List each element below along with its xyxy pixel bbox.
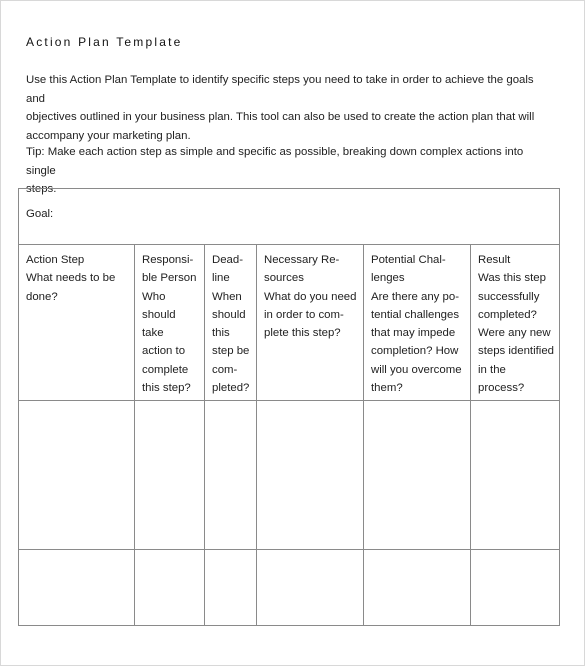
header-line: pleted? xyxy=(212,382,250,395)
header-line: this xyxy=(212,327,230,340)
table-cell[interactable] xyxy=(364,401,471,550)
header-line: Dead- xyxy=(212,254,244,266)
header-line: action to xyxy=(142,345,186,358)
header-action-step xyxy=(19,245,135,401)
header-line: Are there any po- xyxy=(371,290,460,303)
table-cell[interactable] xyxy=(19,550,135,626)
header-line: tential challenges xyxy=(371,308,460,321)
table-cell[interactable] xyxy=(135,401,205,550)
header-line: that may impede xyxy=(371,327,456,340)
header-line: in order to com- xyxy=(264,308,344,321)
header-line: What needs to be xyxy=(26,272,116,285)
header-result xyxy=(471,245,560,401)
header-line: step be xyxy=(212,345,250,358)
header-line: successfully xyxy=(478,290,540,303)
table-cell[interactable] xyxy=(205,401,257,550)
table-cell[interactable] xyxy=(257,550,364,626)
header-line: ble Person xyxy=(142,272,197,285)
header-line: Were any new xyxy=(478,327,551,340)
intro-line: Use this Action Plan Template to identify specific steps you need to take in order to achieve the goals and xyxy=(26,74,534,105)
header-line: lenges xyxy=(371,272,405,285)
table-row xyxy=(19,550,560,626)
table-cell[interactable] xyxy=(471,550,560,626)
header-line: steps identified xyxy=(478,345,554,358)
tip-line: Tip: Make each action step as simple and specific as possible, breaking down complex actions into single xyxy=(26,146,524,177)
table-cell[interactable] xyxy=(364,550,471,626)
table-cell[interactable] xyxy=(205,550,257,626)
header-line: in the process? xyxy=(478,363,525,395)
header-row xyxy=(19,245,560,401)
goal-cell[interactable] xyxy=(19,189,560,245)
header-line: Potential Chal- xyxy=(371,254,446,266)
table-row xyxy=(19,401,560,550)
header-line: When xyxy=(212,290,242,303)
page-title: Action Plan Template xyxy=(26,35,183,49)
header-line: What do you need xyxy=(264,290,357,303)
goal-row xyxy=(19,189,560,245)
header-line: Who xyxy=(142,290,166,303)
intro-line: objectives outlined in your business plan. This tool can also be used to create the action plan that will xyxy=(26,111,535,123)
header-line: them? xyxy=(371,382,403,395)
header-line: Responsi- xyxy=(142,254,194,266)
header-line: completed? xyxy=(478,308,537,321)
header-line: Was this step xyxy=(478,272,546,285)
header-deadline xyxy=(205,245,257,401)
header-line: com- xyxy=(212,363,238,376)
header-line: should take xyxy=(142,308,176,340)
header-line: done? xyxy=(26,290,58,303)
action-plan-table xyxy=(18,188,560,626)
header-line: Result xyxy=(478,254,511,266)
header-line: plete this step? xyxy=(264,327,341,340)
tip-line: steps. xyxy=(26,183,57,195)
table-cell[interactable] xyxy=(19,401,135,550)
table-cell[interactable] xyxy=(135,550,205,626)
header-line: will you overcome xyxy=(371,363,462,376)
table-cell[interactable] xyxy=(257,401,364,550)
header-line: Necessary Re- xyxy=(264,254,340,266)
intro-paragraph xyxy=(26,71,546,145)
goal-label: Goal: xyxy=(26,208,54,220)
header-potential-challenges xyxy=(364,245,471,401)
header-line: sources xyxy=(264,272,304,285)
header-responsible-person xyxy=(135,245,205,401)
header-line: complete xyxy=(142,363,189,376)
intro-line: accompany your marketing plan. xyxy=(26,129,191,142)
header-necessary-resources xyxy=(257,245,364,401)
header-line: completion? How xyxy=(371,345,459,358)
header-line: Action Step xyxy=(26,254,85,266)
header-line: line xyxy=(212,272,230,285)
table-cell[interactable] xyxy=(471,401,560,550)
header-line: should xyxy=(212,308,246,321)
header-line: this step? xyxy=(142,382,191,395)
